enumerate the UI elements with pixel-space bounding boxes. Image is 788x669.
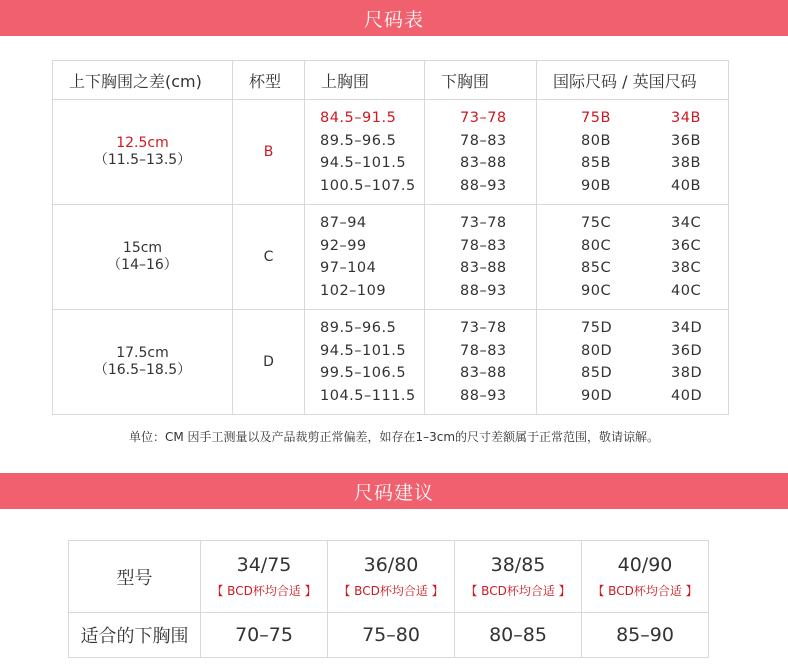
uk-size: 38D [671,365,703,381]
under-bust-value: 73–78 [460,215,507,231]
model-size: 38/85 [490,553,546,576]
model-size: 36/80 [363,553,419,576]
upper-bust-value: 94.5–101.5 [320,155,407,171]
under-bust-cell [425,205,537,310]
cup-value: B [263,143,274,160]
upper-bust-value: 94.5–101.5 [320,342,407,359]
uk-size: 34D [671,320,703,336]
diff-value: 12.5cm [116,135,169,151]
upper-bust-cell [305,100,425,205]
diff-range: （11.5–13.5） [93,152,192,168]
under-bust-value: 78–83 [460,237,507,254]
diff-range: （14–16） [107,257,178,273]
upper-bust-value: 92–99 [320,237,367,254]
intl-uk-line [537,152,728,175]
intl-size: 90D [581,387,613,404]
intl-uk-line [537,107,728,130]
intl-size: 80B [581,132,611,149]
intl-uk-line [537,385,728,408]
intl-uk-cell [537,310,729,415]
upper-bust-value: 89.5–96.5 [320,132,397,149]
cup-value: D [263,353,274,370]
cup-fit-tag: 【 BCD杯均合适 】 [465,583,571,598]
uk-size: 40B [671,177,701,194]
header-diff: 上下胸围之差(cm) [53,61,233,100]
cup-cell [233,310,305,415]
under-bust-value: 73–78 [460,320,507,336]
uk-size: 36B [671,132,701,149]
size-advice-table [68,540,709,658]
intl-size: 85C [581,260,612,276]
intl-uk-line [537,175,728,198]
intl-uk-line [537,317,728,340]
under-bust-value: 88–93 [460,282,507,299]
uk-size: 34B [671,110,701,126]
intl-uk-line [537,280,728,303]
size-advice-title: 尺码建议 [353,481,434,504]
under-bust-value: 83–88 [460,260,507,276]
size-chart-header-row [53,61,729,100]
intl-size: 90C [581,282,612,299]
intl-uk-cell [537,205,729,310]
uk-size: 38B [671,155,701,171]
diff-value: 15cm [122,240,163,256]
header-cup: 杯型 [233,61,305,100]
under-bust-value: 83–88 [460,365,507,381]
upper-bust-value: 87–94 [320,215,367,231]
cup-cell [233,205,305,310]
intl-uk-line [537,257,728,280]
model-cell [582,541,709,613]
header-under-bust: 下胸围 [425,61,537,100]
cup-value: C [263,248,274,265]
model-cell [201,541,328,613]
under-bust-value: 73–78 [460,110,507,126]
under-bust-cell [425,100,537,205]
uk-size: 36D [671,342,703,359]
upper-bust-value: 99.5–106.5 [320,365,407,381]
size-group-row [53,100,729,205]
upper-bust-value: 100.5–107.5 [320,177,416,194]
intl-uk-line [537,212,728,235]
diff-cell [53,100,233,205]
diff-cell [53,205,233,310]
underbust-value: 75–80 [328,613,455,658]
upper-bust-value: 104.5–111.5 [320,387,416,404]
model-row [69,541,709,613]
intl-uk-line [537,130,728,153]
upper-bust-value: 97–104 [320,260,377,276]
under-bust-value: 78–83 [460,132,507,149]
intl-uk-line [537,362,728,385]
size-group-row [53,205,729,310]
header-intl-uk-size: 国际尺码 / 英国尺码 [537,61,729,100]
intl-size: 80C [581,237,612,254]
cup-fit-tag: 【 BCD杯均合适 】 [592,583,698,598]
under-bust-value: 88–93 [460,177,507,194]
upper-bust-value: 102–109 [320,282,387,299]
underbust-label: 适合的下胸围 [69,613,201,658]
header-upper-bust: 上胸围 [305,61,425,100]
underbust-value: 80–85 [455,613,582,658]
model-cell [328,541,455,613]
diff-cell [53,310,233,415]
size-chart-title: 尺码表 [363,8,424,31]
cup-fit-tag: 【 BCD杯均合适 】 [211,583,317,598]
size-chart-banner [0,0,788,36]
intl-size: 75C [581,215,612,231]
underbust-value: 85–90 [582,613,709,658]
intl-uk-cell [537,100,729,205]
uk-size: 34C [671,215,702,231]
intl-size: 90B [581,177,611,194]
intl-size: 80D [581,342,613,359]
diff-value: 17.5cm [116,345,169,361]
measurement-note: 单位：CM 因手工测量以及产品裁剪正常偏差，如存在1–3cm的尺寸差额属于正常范围，敬请谅解。 [128,430,660,444]
uk-size: 38C [671,260,702,276]
intl-size: 85D [581,365,613,381]
underbust-value: 70–75 [201,613,328,658]
intl-size: 75B [581,110,611,126]
upper-bust-value: 84.5–91.5 [320,110,397,126]
uk-size: 40C [671,282,702,299]
model-size: 40/90 [617,553,673,576]
under-bust-value: 83–88 [460,155,507,171]
model-label: 型号 [69,541,201,613]
model-size: 34/75 [236,553,292,576]
upper-bust-value: 89.5–96.5 [320,320,397,336]
under-bust-cell [425,310,537,415]
size-advice-banner [0,473,788,509]
diff-range: （16.5–18.5） [93,362,192,378]
uk-size: 36C [671,237,702,254]
uk-size: 40D [671,387,703,404]
intl-uk-line [537,340,728,363]
underbust-row [69,613,709,658]
upper-bust-cell [305,205,425,310]
model-cell [455,541,582,613]
intl-size: 75D [581,320,613,336]
cup-cell [233,100,305,205]
upper-bust-cell [305,310,425,415]
under-bust-value: 88–93 [460,387,507,404]
cup-fit-tag: 【 BCD杯均合适 】 [338,583,444,598]
intl-uk-line [537,235,728,258]
size-chart-table [52,60,729,415]
size-group-row [53,310,729,415]
intl-size: 85B [581,155,611,171]
under-bust-value: 78–83 [460,342,507,359]
